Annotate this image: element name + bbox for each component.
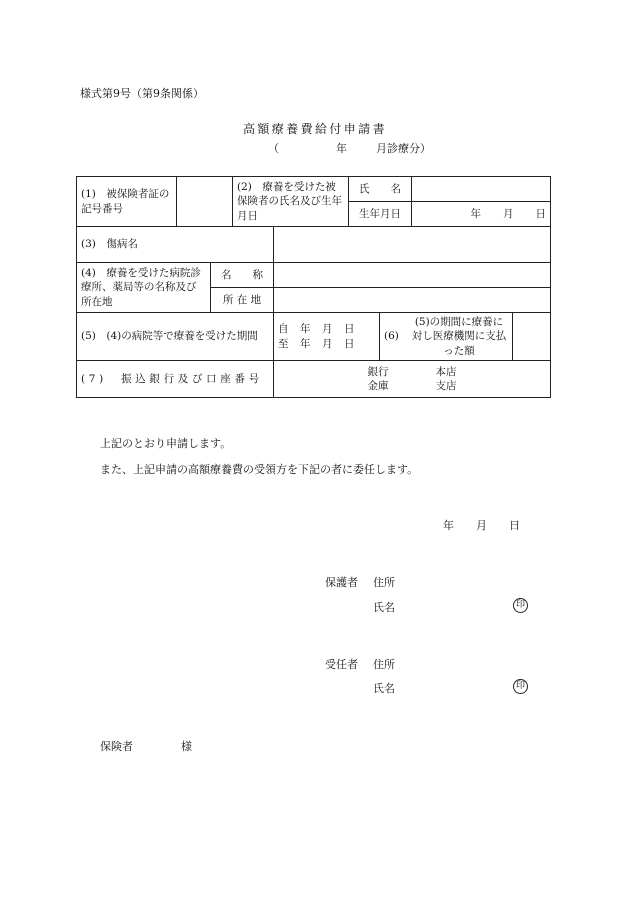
delegate-name-label: 氏名 [373,682,395,695]
application-date [443,517,520,533]
application-statement: 上記のとおり申請します。 [100,437,232,450]
form-subtitle [268,140,431,156]
branch-label: 支店 [435,380,457,392]
date-month: 月 [476,519,487,532]
birth-day: 日 [535,207,546,220]
form-number: 様式第9号（第9条関係） [80,87,204,100]
head-office-label: 本店 [435,365,457,378]
period-to-year: 年 [300,337,311,350]
period-to-label: 至 [278,337,289,350]
guardian-address-label: 住所 [373,576,395,589]
bank-account-label: (7) 振込銀行及び口座番号 [77,361,274,398]
guardian-role: 保護者 [325,576,358,589]
name-label: 氏 名 [349,177,412,202]
period-to-day: 日 [344,337,355,350]
paid-amount-text: (5)の期間に療養に対し医療機関に支払った額 [411,316,507,357]
hospital-name-label: 名 称 [211,263,274,288]
disease-field[interactable] [274,227,551,263]
subtitle-year: 年 [336,142,347,155]
credit-union-label: 金庫 [367,380,389,392]
insurer-honorific: 様 [181,740,192,753]
guardian-seal-icon: 印 [513,598,528,613]
hospital-name-field[interactable] [274,263,551,288]
patient-name-field[interactable] [412,177,551,202]
insurance-card-label: (1) 被保険者証の記号番号 [77,177,177,227]
period-from-row [278,322,375,336]
date-day: 日 [509,519,520,532]
hospital-address-label: 所 在 地 [211,288,274,313]
delegate-role: 受任者 [325,658,358,671]
paid-amount-number: (6) [384,330,399,343]
insurer-addressee [100,738,192,754]
treatment-period-label: (5) (4)の病院等で療養を受けた期間 [77,313,274,361]
birth-year: 年 [470,207,481,220]
birth-date-field[interactable] [412,202,551,227]
hospital-address-field[interactable] [274,288,551,313]
hospital-label: (4) 療養を受けた病院診療所、薬局等の名称及び所在地 [77,263,211,313]
period-from-label: 自 [278,323,289,336]
paid-amount-field[interactable] [513,313,551,361]
period-to-month: 月 [322,337,333,350]
delegate-address-label: 住所 [373,658,395,671]
patient-label: (2) 療養を受けた被保険者の氏名及び生年月日 [233,177,349,227]
birth-month: 月 [503,207,514,220]
guardian-name-label: 氏名 [373,601,395,614]
insurer-label: 保険者 [100,740,133,753]
treatment-period-field[interactable] [274,313,380,361]
form-title: 高額療養費給付申請書 [242,122,387,136]
delegation-statement: また、上記申請の高額療養費の受領方を下記の者に委任します。 [100,463,419,476]
subtitle-month: 月診療分） [376,142,431,155]
period-from-year: 年 [300,323,311,336]
period-from-month: 月 [322,323,333,336]
bank-account-field[interactable] [274,361,551,398]
application-table [76,176,551,398]
period-from-day: 日 [344,323,355,336]
disease-label: (3) 傷病名 [77,227,274,263]
period-to-row [278,337,375,351]
bank-label: 銀行 [367,365,389,378]
delegate-seal-icon: 印 [513,679,528,694]
insurance-card-number-field[interactable] [177,177,233,227]
date-year: 年 [443,519,454,532]
paid-amount-label [380,313,513,361]
subtitle-open: （ [268,142,279,155]
birth-date-label: 生年月日 [349,202,412,227]
